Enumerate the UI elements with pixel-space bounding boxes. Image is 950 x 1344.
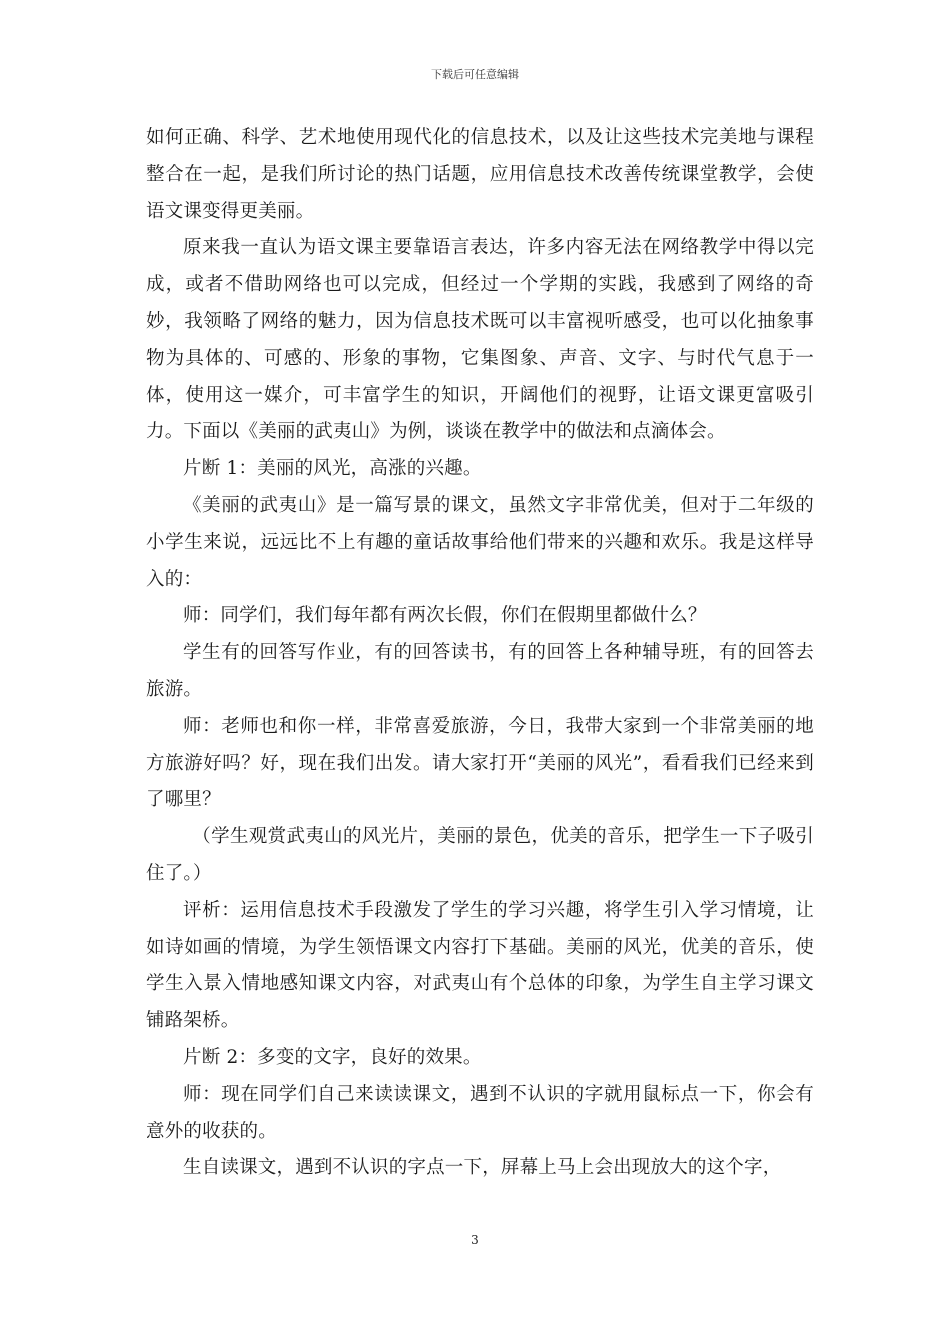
paragraph-2: 原来我一直认为语文课主要靠语言表达，许多内容无法在网络教学中得以完成，或者不借助网络也可以完成，但经过一个学期的实践，我感到了网络的奇妙，我领略了网络的魅力，因为信息技术既可以丰富视听感受，也可以化抽象事物为具体的、可感的、形象的事物，它集图象、声音、文字、与时代气息于一体，使用这一媒介，可丰富学生的知识，开阔他们的视野，让语文课更富吸引力。下面以《美丽的武夷山》为例，谈谈在教学中的做法和点滴体会。 — [146, 237, 814, 443]
paragraph-5: 学生有的回答写作业，有的回答读书，有的回答上各种辅导班，有的回答去旅游。 — [146, 642, 814, 700]
paragraph-8: 评析：运用信息技术手段激发了学生的学习兴趣，将学生引入学习情境，让如诗如画的情境，为学生领悟课文内容打下基础。美丽的风光，优美的音乐，使学生入景入情地感知课文内容，对武夷山有个总体的印象，为学生自主学习课文铺路架桥。 — [146, 899, 814, 1032]
section-heading-1: 片断 1：美丽的风光，高涨的兴趣。 — [183, 458, 482, 480]
paragraph-9: 师：现在同学们自己来读读课文，遇到不认识的字就用鼠标点一下，你会有意外的收获的。 — [146, 1083, 814, 1142]
paragraph-1: 如何正确、科学、艺术地使用现代化的信息技术，以及让这些技术完美地与课程整合在一起，是我们所讨论的热门话题，应用信息技术改善传统课堂教学，会使语文课变得更美丽。 — [146, 127, 814, 222]
section-heading-2: 片断 2：多变的文字，良好的效果。 — [183, 1046, 482, 1068]
paragraph-3: 《美丽的武夷山》是一篇写景的课文，虽然文字非常优美，但对于二年级的小学生来说，远远比不上有趣的童话故事给他们带来的兴趣和欢乐。我是这样导入的： — [146, 494, 814, 590]
paragraph-7: （学生观赏武夷山的风光片，美丽的景色，优美的音乐，把学生一下子吸引住了。） — [146, 826, 814, 884]
paragraph-6: 师：老师也和你一样，非常喜爱旅游，今日，我带大家到一个非常美丽的地方旅游好吗？好，现在我们出发。请大家打开“美丽的风光”，看看我们已经来到了哪里？ — [146, 715, 814, 811]
paragraph-10: 生自读课文，遇到不认识的字点一下，屏幕上马上会出现放大的这个字， — [183, 1157, 782, 1179]
page-number: 3 — [471, 1233, 479, 1247]
paragraph-4: 师：同学们，我们每年都有两次长假，你们在假期里都做什么？ — [183, 605, 707, 627]
page-header: 下载后可任意编辑 — [431, 68, 519, 81]
document-body — [146, 120, 814, 1187]
